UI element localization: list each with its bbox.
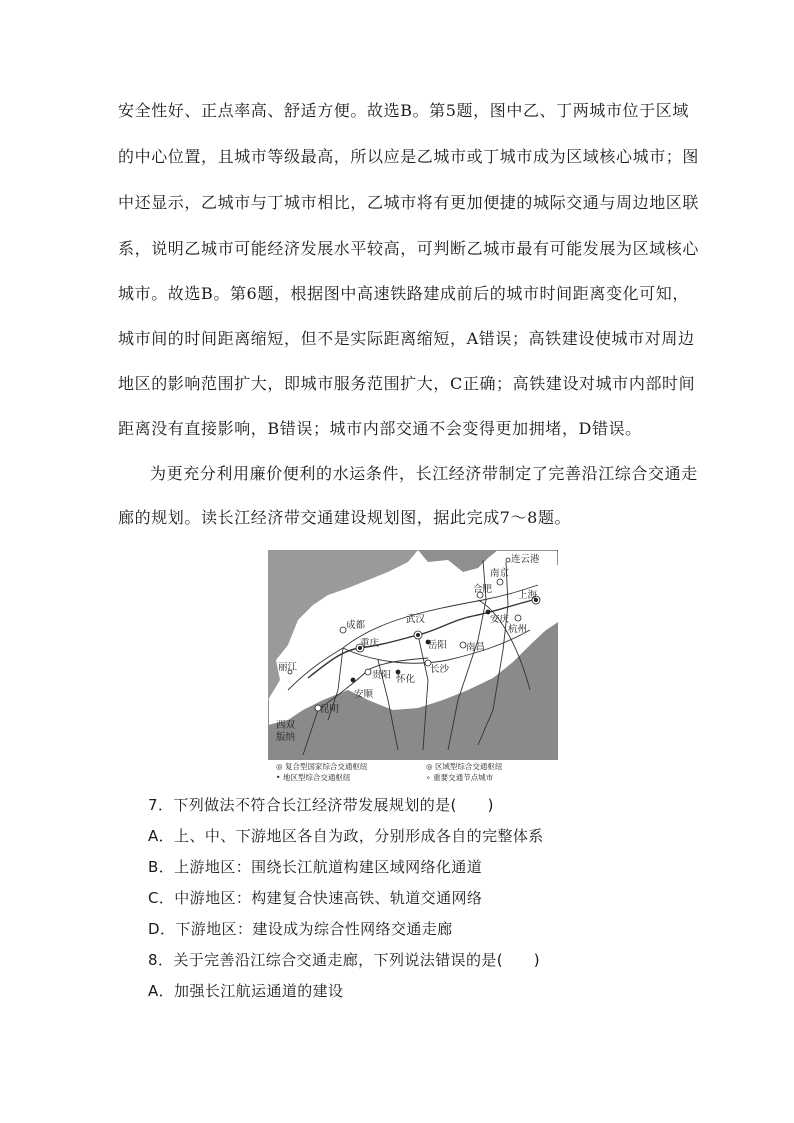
city-label-xishuangbanna: 西双 [276,720,296,731]
node-hangzhou [515,615,521,621]
node-city-icon: ∘ [426,773,431,782]
city-label-huaihua: 怀化 [396,674,416,685]
explanation-line: 城市。故选B。第6题，根据图中高速铁路建成前后的城市时间距离变化可知， [118,284,689,303]
city-label-guiyang: 贵阳 [372,670,392,681]
city-label-kunming: 昆明 [320,704,340,715]
option-a[interactable]: A．加强长江航运通道的建设 [148,982,344,1000]
node-nanjing [497,579,503,585]
city-label-xishuangbanna: 版纳 [276,732,296,743]
city-label-nanchang: 南昌 [466,642,486,653]
intro-line: 廊的规划。读长江经济带交通建设规划图，据此完成7～8题。 [118,508,572,527]
option-d[interactable]: D．下游地区：建设成为综合性网络交通走廊 [148,920,453,938]
option-a[interactable]: A．上、中、下游地区各自为政，分别形成各自的完整体系 [148,827,544,845]
city-label-hefei: 合肥 [473,584,493,595]
explanation-line: 安全性好、正点率高、舒适方便。故选B。第5题，图中乙、丁两城市位于区域 [118,101,689,120]
regional-hub-icon: ◎ [426,762,433,771]
city-label-anshun: 安顺 [354,689,374,700]
intro-line: 为更充分利用廉价便利的水运条件，长江经济带制定了完善沿江综合交通走 [150,464,698,483]
legend-item-regional-hub: ◎ 区域型综合交通枢纽 [426,762,503,771]
explanation-line: 距离没有直接影响，B错误；城市内部交通不会变得更加拥堵，D错误。 [118,419,642,438]
area-hub-icon: • [276,773,281,782]
city-label-hangzhou: 杭州 [508,624,528,635]
legend-item-node-city: ∘ 重要交通节点城市 [426,773,494,782]
city-label-yueyang: 岳阳 [428,640,448,651]
option-b[interactable]: B．上游地区：围绕长江航道构建区域网络化通道 [148,858,483,876]
explanation-line: 的中心位置，且城市等级最高，所以应是乙城市或丁城市成为区域核心城市；图 [118,147,700,166]
explanation-line: 地区的影响范围扩大，即城市服务范围扩大，C正确；高铁建设对城市内部时间 [118,374,696,393]
city-label-wuhan: 武汉 [406,614,426,625]
legend-item-area-hub: • 地区型综合交通枢纽 [276,773,351,782]
option-c[interactable]: C．中游地区：构建复合快速高铁、轨道交通网络 [148,889,483,907]
map-canvas [268,550,558,760]
city-label-lianyungang: 连云港 [511,554,540,565]
city-label-chengdu: 成都 [346,620,366,631]
yangtze-transport-map [268,550,558,782]
city-label-lijiang: 丽江 [278,662,298,673]
question-stem: 7．下列做法不符合长江经济带发展规划的是( ) [148,796,494,814]
city-label-anqing: 安庆 [490,614,510,625]
node-lianyungang [506,558,510,562]
legend-item-composite-hub: ◎ 复合型国家综合交通枢纽 [276,762,368,771]
city-label-changsha: 长沙 [430,664,450,675]
question-stem: 8．关于完善沿江综合交通走廊，下列说法错误的是( ) [148,951,541,969]
city-label-shanghai: 上海 [518,590,538,601]
explanation-line: 中还显示，乙城市与丁城市相比，乙城市将有更加便捷的城际交通与周边地区联 [118,193,700,212]
explanation-line: 系，说明乙城市可能经济发展水平较高，可判断乙城市最有可能发展为区域核心 [118,239,700,258]
city-label-nanjing: 南京 [490,568,510,579]
node-anshun [351,678,355,682]
node-guiyang [365,669,371,675]
explanation-line: 城市间的时间距离缩短，但不是实际距离缩短，A错误；高铁建设使城市对周边 [118,329,695,348]
composite-hub-icon: ◎ [276,762,283,771]
city-label-chongqing: 重庆 [360,638,380,649]
